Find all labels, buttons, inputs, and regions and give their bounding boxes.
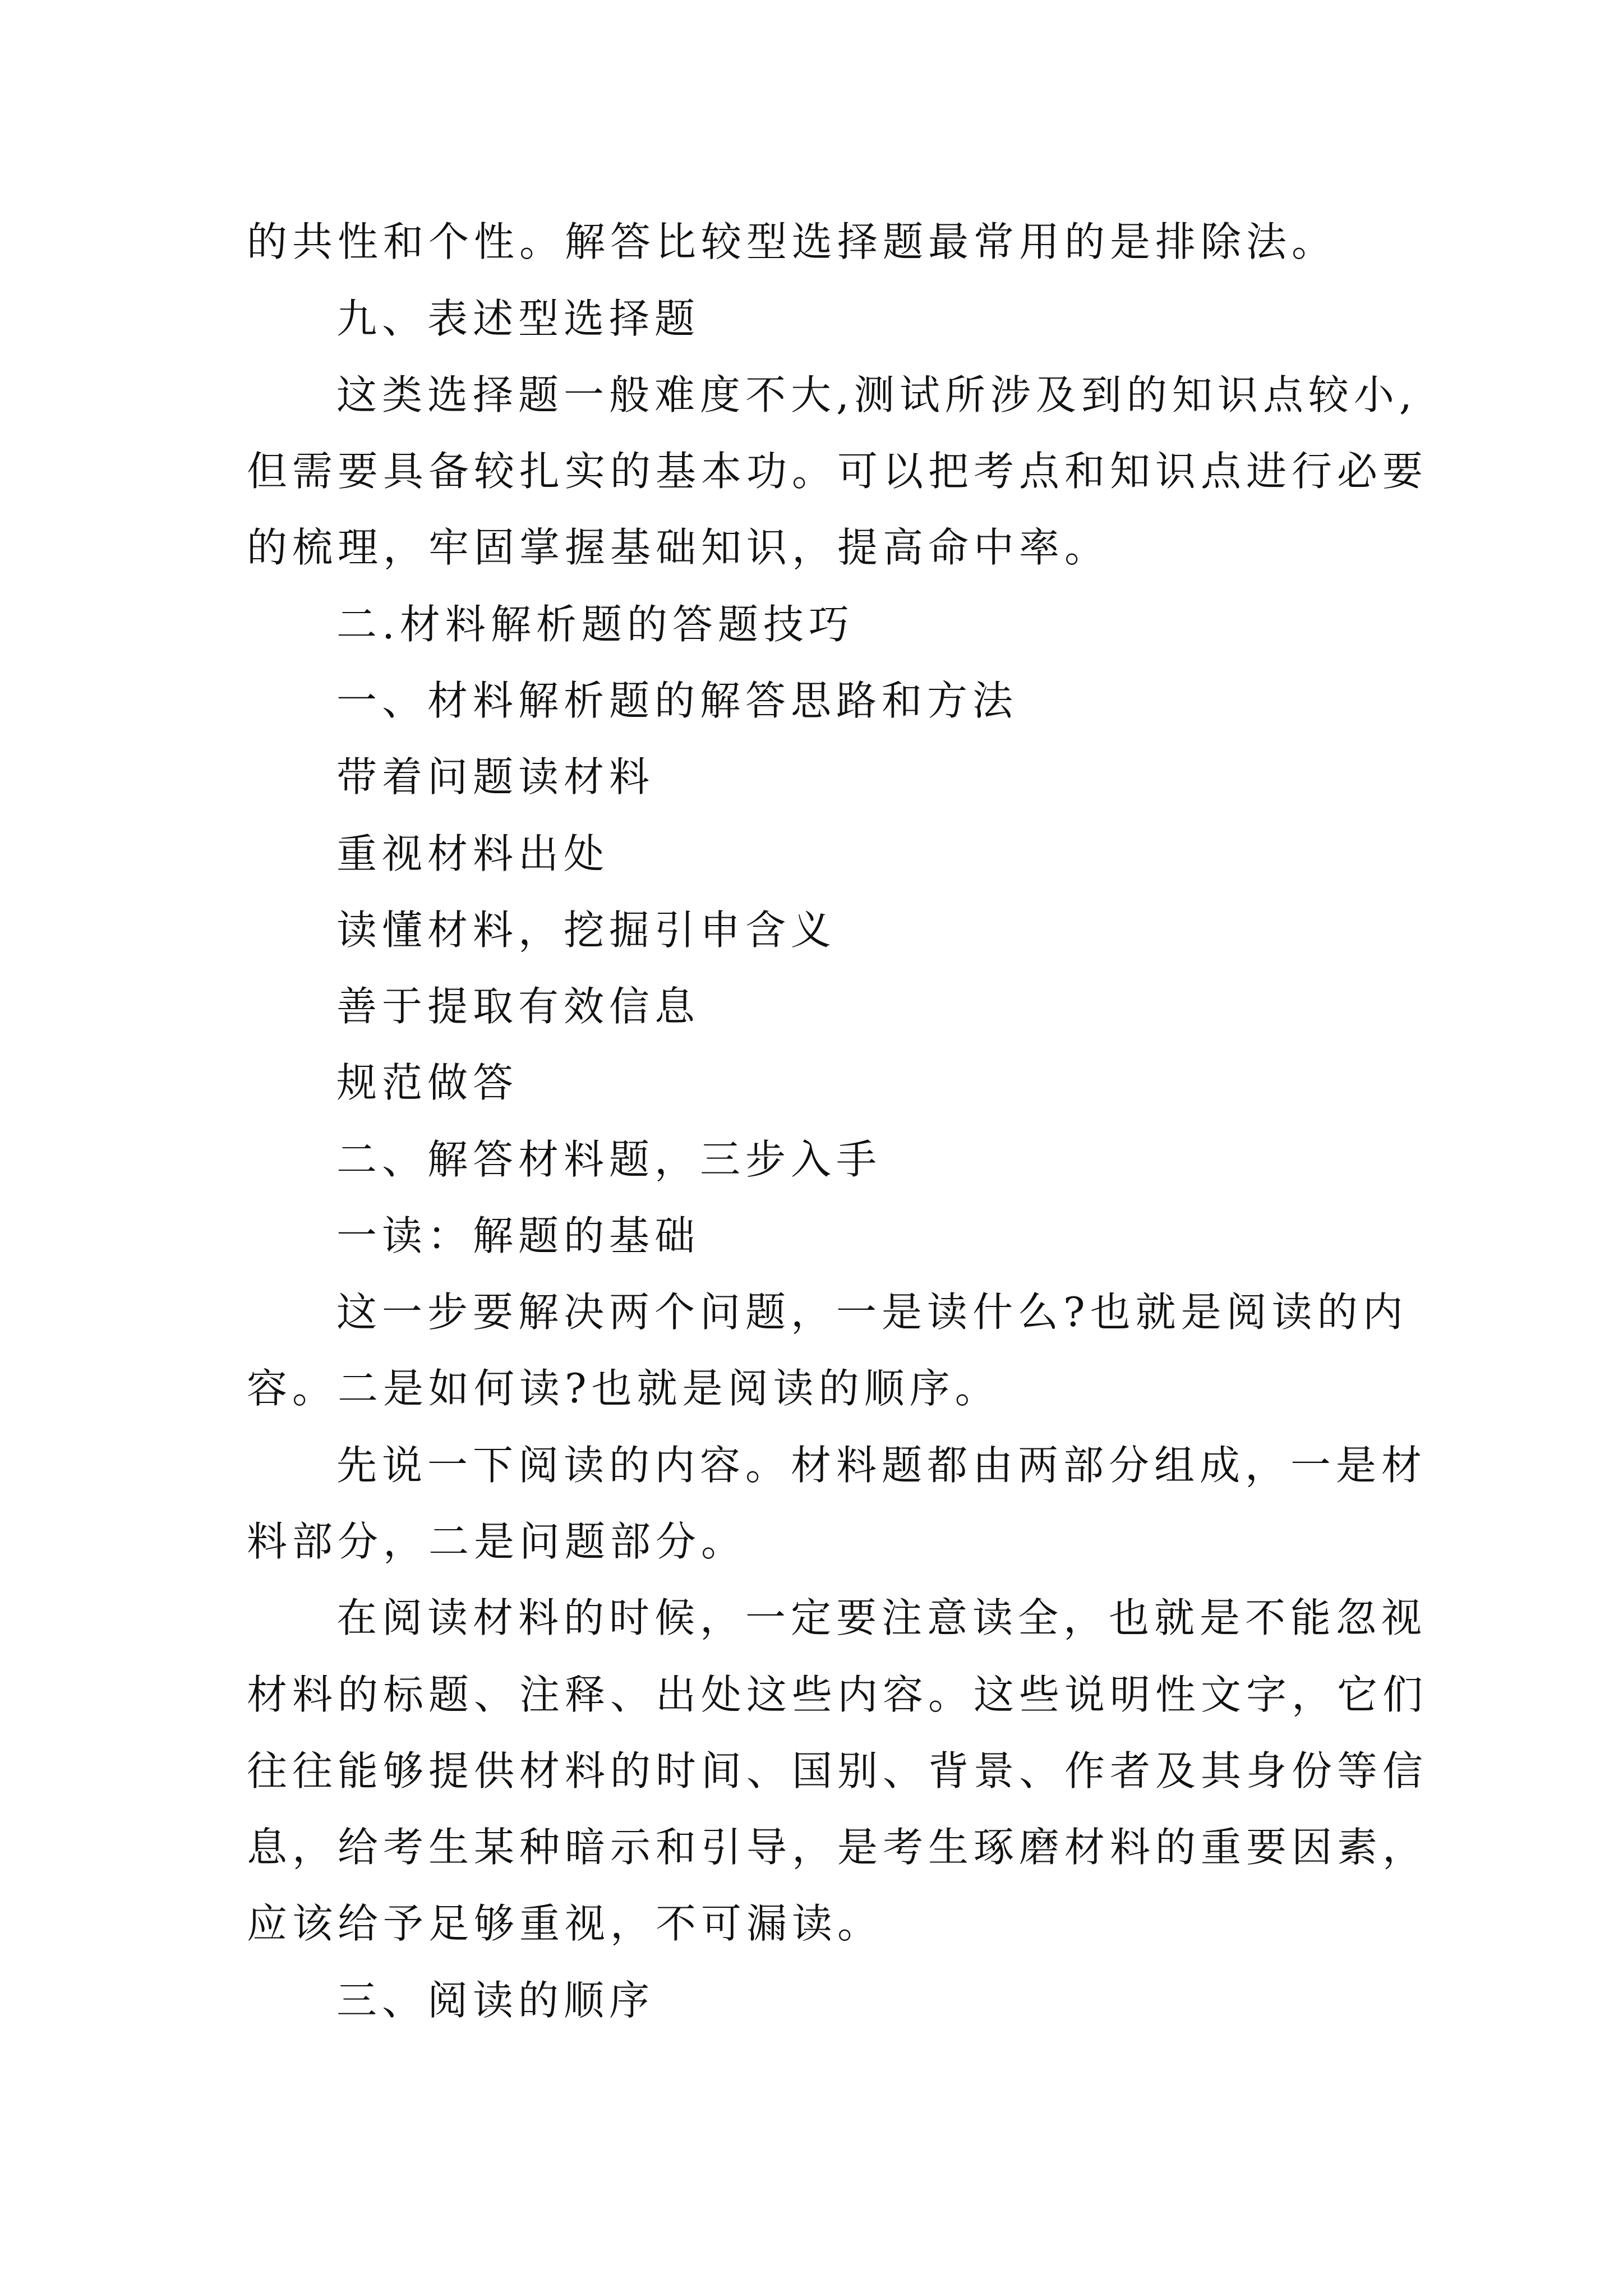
text-line: 但需要具备较扎实的基本功。可以把考点和知识点进行必要 <box>247 448 1428 495</box>
section-heading: 一、材料解析题的解答思路和方法 <box>336 677 1018 724</box>
text-line: 容。二是如何读?也就是阅读的顺序。 <box>247 1365 1000 1412</box>
section-heading: 三、阅读的顺序 <box>336 1977 655 2024</box>
text-line: 材料的标题、注释、出处这些内容。这些说明性文字，它们 <box>247 1671 1428 1718</box>
text-line: 应该给予足够重视，不可漏读。 <box>247 1900 883 1947</box>
section-heading: 二、解答材料题，三步入手 <box>336 1136 882 1183</box>
text-line: 这类选择题一般难度不大,测试所涉及到的知识点较小, <box>336 371 1417 418</box>
text-line: 先说一下阅读的内容。材料题都由两部分组成，一是材 <box>336 1442 1427 1489</box>
section-heading: 九、表述型选择题 <box>336 295 700 342</box>
text-line: 的共性和个性。解答比较型选择题最常用的是排除法。 <box>247 218 1338 265</box>
text-line: 息，给考生某种暗示和引导，是考生琢磨材料的重要因素， <box>247 1824 1428 1871</box>
text-line: 在阅读材料的时候，一定要注意读全，也就是不能忽视 <box>336 1594 1427 1641</box>
list-item: 善于提取有效信息 <box>336 983 700 1030</box>
text-line: 料部分，二是问题部分。 <box>247 1518 747 1565</box>
list-item: 重视材料出处 <box>336 830 610 877</box>
section-heading: 二.材料解析题的答题技巧 <box>336 601 854 648</box>
text-line: 这一步要解决两个问题，一是读什么?也就是阅读的内 <box>336 1289 1408 1336</box>
list-item: 带着问题读材料 <box>336 753 655 800</box>
section-heading: 一读：解题的基础 <box>336 1212 700 1259</box>
list-item: 读懂材料，挖掘引申含义 <box>336 907 837 954</box>
text-line: 的梳理，牢固掌握基础知识，提高命中率。 <box>247 524 1110 571</box>
list-item: 规范做答 <box>336 1059 519 1106</box>
text-line: 往往能够提供材料的时间、国别、背景、作者及其身份等信 <box>247 1747 1428 1795</box>
